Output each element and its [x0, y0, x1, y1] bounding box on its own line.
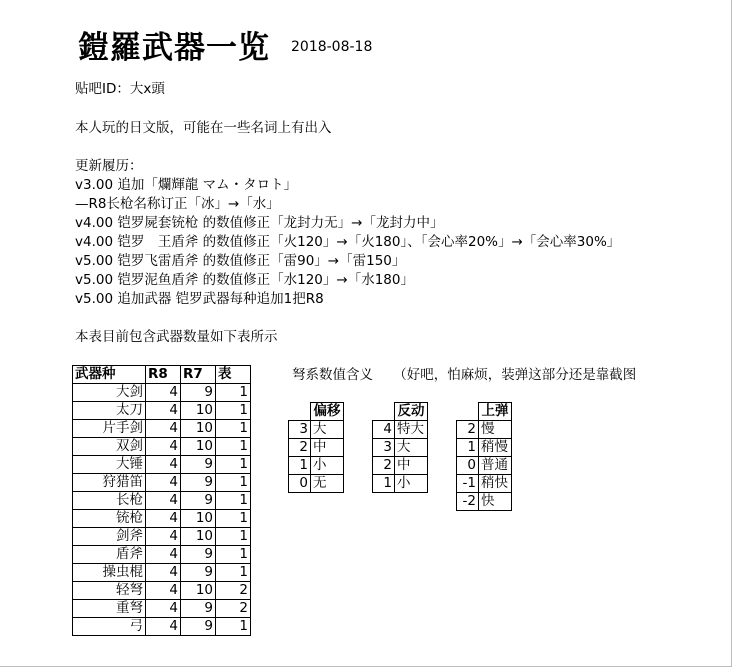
changelog-heading: 更新履历： — [75, 158, 143, 174]
value-cell: 2 — [373, 457, 395, 475]
deviation-table — [288, 402, 344, 493]
count-cell: 9 — [181, 492, 216, 510]
meaning-cell: 中 — [311, 439, 344, 457]
value-cell: -2 — [457, 493, 479, 511]
value-cell: 0 — [289, 475, 311, 493]
table-row — [373, 475, 428, 493]
count-cell: 10 — [181, 582, 216, 600]
count-cell: 9 — [181, 546, 216, 564]
count-cell: 4 — [146, 528, 181, 546]
meaning-cell: 稍慢 — [479, 439, 512, 457]
meaning-cell: 大 — [395, 439, 428, 457]
count-cell: 1 — [216, 456, 251, 474]
table-row — [457, 493, 512, 511]
meaning-cell: 慢 — [479, 421, 512, 439]
date-stamp: 2018-08-18 — [291, 39, 373, 55]
table-header-row — [373, 403, 428, 421]
table-row — [289, 475, 344, 493]
value-cell: 0 — [457, 457, 479, 475]
value-cell: 1 — [373, 475, 395, 493]
weapon-name-cell: 盾斧 — [73, 546, 146, 564]
weapon-name-cell: 大剑 — [73, 384, 146, 402]
table-row — [457, 475, 512, 493]
weapon-name-cell: 剑斧 — [73, 528, 146, 546]
count-cell: 1 — [216, 420, 251, 438]
table-row — [73, 474, 251, 492]
value-cell: 3 — [289, 421, 311, 439]
weapons-table — [72, 365, 251, 636]
reload-table — [456, 402, 512, 511]
count-cell: 9 — [181, 474, 216, 492]
count-cell: 1 — [216, 564, 251, 582]
table-row — [457, 439, 512, 457]
meaning-cell: 中 — [395, 457, 428, 475]
table-header-row — [73, 366, 251, 384]
count-cell: 1 — [216, 510, 251, 528]
table-row — [73, 438, 251, 456]
count-cell: 4 — [146, 474, 181, 492]
table-row — [289, 421, 344, 439]
count-cell: 4 — [146, 618, 181, 636]
count-cell: 1 — [216, 474, 251, 492]
table-row — [373, 439, 428, 457]
table-row — [457, 457, 512, 475]
table-row — [73, 564, 251, 582]
table-row — [73, 402, 251, 420]
changelog-entry: v4.00 铠罗屍套铳枪 的数值修正「龙封力无」→「龙封力中」 — [75, 215, 444, 231]
value-cell: 3 — [373, 439, 395, 457]
changelog-entry: —R8长枪名称订正「冰」→「水」 — [75, 196, 280, 212]
author-line: 贴吧ID：大x頭 — [75, 81, 165, 97]
table-row — [73, 618, 251, 636]
count-cell: 4 — [146, 600, 181, 618]
count-cell: 10 — [181, 510, 216, 528]
weapon-name-cell: 长枪 — [73, 492, 146, 510]
count-cell: 4 — [146, 546, 181, 564]
meaning-cell: 稍快 — [479, 475, 512, 493]
count-cell: 2 — [216, 600, 251, 618]
recoil-table — [372, 402, 428, 493]
count-cell: 10 — [181, 438, 216, 456]
value-cell: 2 — [457, 421, 479, 439]
count-cell: 1 — [216, 618, 251, 636]
count-cell: 4 — [146, 564, 181, 582]
column-header: R7 — [181, 366, 216, 384]
table-row — [73, 546, 251, 564]
count-cell: 1 — [216, 528, 251, 546]
count-cell: 4 — [146, 582, 181, 600]
count-cell: 4 — [146, 402, 181, 420]
count-cell: 1 — [216, 438, 251, 456]
meaning-cell: 大 — [311, 421, 344, 439]
column-header: 武器种 — [73, 366, 146, 384]
table-row — [73, 420, 251, 438]
table-header-row — [289, 403, 344, 421]
changelog-entry: v5.00 铠罗泥鱼盾斧 的数值修正「水120」→「水180」 — [75, 272, 414, 288]
column-header: R8 — [146, 366, 181, 384]
count-cell: 4 — [146, 420, 181, 438]
table-row — [73, 582, 251, 600]
weapon-name-cell: 轻弩 — [73, 582, 146, 600]
count-cell: 9 — [181, 600, 216, 618]
table-row — [373, 421, 428, 439]
count-cell: 4 — [146, 456, 181, 474]
weapon-name-cell: 操虫棍 — [73, 564, 146, 582]
column-header: 表 — [216, 366, 251, 384]
count-cell: 4 — [146, 438, 181, 456]
weapon-name-cell: 双剑 — [73, 438, 146, 456]
count-cell: 4 — [146, 384, 181, 402]
weapon-name-cell: 狩猎笛 — [73, 474, 146, 492]
count-cell: 10 — [181, 402, 216, 420]
value-cell: -1 — [457, 475, 479, 493]
meaning-cell: 特大 — [395, 421, 428, 439]
weapon-name-cell: 大锤 — [73, 456, 146, 474]
count-cell: 9 — [181, 564, 216, 582]
table-row — [289, 439, 344, 457]
count-cell: 9 — [181, 618, 216, 636]
meaning-cell: 小 — [311, 457, 344, 475]
version-note: 本人玩的日文版，可能在一些名词上有出入 — [75, 120, 332, 136]
deviation-header: 偏移 — [311, 403, 344, 421]
meaning-cell: 小 — [395, 475, 428, 493]
changelog-entry: v4.00 铠罗 王盾斧 的数值修正「火120」→「火180」、「会心率20%」→「会心率30%」 — [75, 234, 621, 250]
page-title: 鎧羅武器一览 — [78, 30, 270, 66]
table-row — [73, 456, 251, 474]
table-row — [289, 457, 344, 475]
value-cell: 1 — [457, 439, 479, 457]
weapon-name-cell: 太刀 — [73, 402, 146, 420]
table-row — [73, 528, 251, 546]
value-cell: 4 — [373, 421, 395, 439]
count-cell: 9 — [181, 456, 216, 474]
count-cell: 1 — [216, 384, 251, 402]
changelog-entry: v3.00 追加「爛輝龍 マム・タロト」 — [75, 177, 298, 193]
bowgun-note: 弩系数值含义 （好吧，怕麻烦，装弹这部分还是靠截图 — [292, 367, 637, 383]
count-cell: 4 — [146, 492, 181, 510]
count-cell: 10 — [181, 420, 216, 438]
meaning-cell: 无 — [311, 475, 344, 493]
table-row — [373, 457, 428, 475]
weapon-name-cell: 重弩 — [73, 600, 146, 618]
weapon-name-cell: 铳枪 — [73, 510, 146, 528]
changelog-entry: v5.00 铠罗飞雷盾斧 的数值修正「雷90」→「雷150」 — [75, 253, 406, 269]
meaning-cell: 普通 — [479, 457, 512, 475]
value-cell: 1 — [289, 457, 311, 475]
count-cell: 1 — [216, 546, 251, 564]
value-cell: 2 — [289, 439, 311, 457]
table-row — [457, 421, 512, 439]
count-cell: 2 — [216, 582, 251, 600]
reload-header: 上弹 — [479, 403, 512, 421]
weapon-name-cell: 片手剑 — [73, 420, 146, 438]
table-row — [73, 384, 251, 402]
table-row — [73, 600, 251, 618]
table-row — [73, 510, 251, 528]
weapon-name-cell: 弓 — [73, 618, 146, 636]
summary-line: 本表目前包含武器数量如下表所示 — [75, 329, 278, 345]
count-cell: 1 — [216, 492, 251, 510]
meaning-cell: 快 — [479, 493, 512, 511]
table-row — [73, 492, 251, 510]
count-cell: 1 — [216, 402, 251, 420]
table-header-row — [457, 403, 512, 421]
count-cell: 10 — [181, 528, 216, 546]
recoil-header: 反动 — [395, 403, 428, 421]
count-cell: 9 — [181, 384, 216, 402]
changelog-entry: v5.00 追加武器 铠罗武器每种追加1把R8 — [75, 291, 324, 307]
count-cell: 4 — [146, 510, 181, 528]
